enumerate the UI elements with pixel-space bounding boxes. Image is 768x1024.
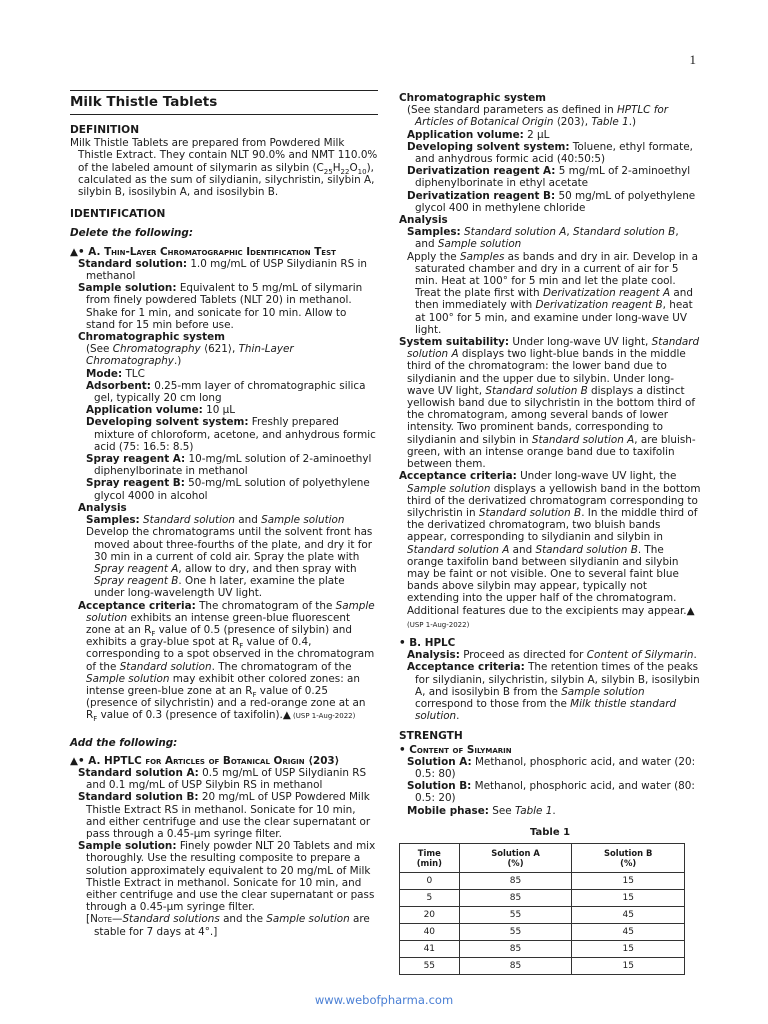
tlc-develop-procedure: Develop the chromatograms until the solvent front has moved about three-fourths of the plate, and dry it for 30 min in a current of cold air. Spray the plate with Spray reagent A, allow to dry, and then spray with Spray reagent B. One h later, examine the plate under long-wavelength UV light. — [86, 526, 373, 600]
top-rule — [70, 90, 378, 91]
header-solution-a: Solution A (%) — [459, 843, 572, 872]
hptlc-application-volume: Application volume: 2 µL — [407, 128, 550, 141]
cell-solution-b: 45 — [572, 906, 685, 923]
table-row — [400, 889, 685, 906]
cell-solution-a: 55 — [459, 906, 572, 923]
hplc-acceptance-criteria: Acceptance criteria: The retention times of the peaks for silydianin, silychristin, silybin A, silybin B, isosilybin A, and isosilybin B from the Sample solution correspond to those from the Milk thistle standard solution. — [407, 661, 700, 723]
cell-solution-b: 15 — [572, 889, 685, 906]
identification-heading: IDENTIFICATION — [70, 208, 166, 221]
hplc-analysis: Analysis: Proceed as directed for Content of Silymarin. — [407, 649, 697, 662]
cell-time: 41 — [400, 940, 460, 957]
table-row — [400, 872, 685, 889]
hptlc-samples: Samples: Standard solution A, Standard solution B, and Sample solution — [407, 226, 679, 251]
right-column — [399, 92, 701, 975]
tlc-spray-reagent-a: Spray reagent A: 10-mg/mL solution of 2-aminoethyl diphenylborinate in methanol — [86, 453, 372, 478]
table-1-title: Table 1 — [529, 826, 571, 838]
cell-solution-a: 85 — [459, 940, 572, 957]
solution-a: Solution A: Methanol, phosphoric acid, and water (20: 0.5: 80) — [407, 755, 696, 780]
hptlc-note: [Note—Standard solutions and the Sample solution are stable for 7 days at 4°.] — [86, 913, 370, 938]
hptlc-see-standard-parameters: (See standard parameters as defined in HPTLC for Articles of Botanical Origin ⟨203⟩, Table 1.) — [407, 104, 669, 129]
hptlc-derivatization-reagent-a: Derivatization reagent A: 5 mg/mL of 2-aminoethyl diphenylborinate in ethyl acetate — [407, 165, 691, 190]
page-number: 1 — [689, 52, 696, 67]
cell-time: 40 — [400, 923, 460, 940]
tlc-samples: Samples: Standard solution and Sample solution — [86, 514, 345, 527]
monograph-title: Milk Thistle Tablets — [70, 94, 218, 110]
hptlc-acceptance-criteria: Acceptance criteria: Under long-wave UV light, the Sample solution displays a yellowish band in the bottom third of the derivatized chromatogram corresponding to silychristin in Standard solution B. In the middle third of the derivatized chromatogram, two bluish bands appear, corresponding to silydianin and silybin in Standard solution A and Standard solution B. The orange taxifolin band between silydianin and silybin may be faint or not visible. One to several faint blue bands above silybin may appear, typically not extending into the upper half of the chromatogram. Additional features due to the excipients may appear.▲ (USP 1-Aug-2022) — [399, 470, 701, 629]
cell-solution-b: 15 — [572, 957, 685, 974]
add-note: Add the following: — [70, 736, 178, 749]
hptlc-sample-solution: Sample solution: Finely powder NLT 20 Tablets and mix thoroughly. Use the resulting composite to prepare a solution approximately equivalent to 20 mg/mL of Milk Thistle Extract in methanol. Sonicate for 10 min, and either centrifuge and use the clear supernatant or pass through a 0.45-µm syringe filter. — [78, 840, 376, 914]
hptlc-title: ▲• A. HPTLC for Articles of Botanical Origin ⟨203⟩ — [70, 754, 340, 767]
cell-time: 55 — [400, 957, 460, 974]
hptlc-chrom-system-label: Chromatographic system — [399, 92, 546, 104]
tlc-spray-reagent-b: Spray reagent B: 50-mg/mL solution of polyethylene glycol 4000 in alcohol — [86, 477, 370, 502]
footer-watermark-link[interactable]: www.webofpharma.com — [314, 993, 454, 1007]
table-1 — [399, 843, 685, 975]
tlc-chrom-system-label: Chromatographic system — [78, 331, 225, 344]
header-solution-b: Solution B (%) — [572, 843, 685, 872]
hptlc-standard-solution-b: Standard solution B: 20 mg/mL of USP Powdered Milk Thistle Extract RS in methanol. Sonicate for 10 min, and either centrifuge and use the clear supernatant or pass through a 0.45-µm syringe filter. — [78, 791, 371, 840]
tlc-test — [70, 246, 378, 723]
cell-time: 20 — [400, 906, 460, 923]
table-row — [400, 957, 685, 974]
tlc-adsorbent: Adsorbent: 0.25-mm layer of chromatographic silica gel, typically 20 cm long — [86, 379, 366, 405]
title-rule — [70, 114, 378, 115]
tlc-acceptance-criteria: Acceptance criteria: The chromatogram of the Sample solution exhibits an intense green-blue fluorescent zone at an $R_F$ value of 0.5 (presence of silybin) and exhibits a gray-blue spot at $R_F$ value of 0.4, corresponding to a spot observed in the chromatogram of the Standard solution. The chromatogram of the Sample solution may exhibit other colored zones: an intense green-blue zone at an $R_F$ value of 0.25 (presence of silychristin) and a red-orange zone at an $R_F$ value of 0.3 (presence of taxifolin).▲ (USP 1-Aug-2022) — [78, 599, 375, 724]
cell-solution-a: 85 — [459, 872, 572, 889]
cell-solution-a: 85 — [459, 957, 572, 974]
table-row — [400, 906, 685, 923]
cell-solution-b: 45 — [572, 923, 685, 940]
hptlc-apply-procedure: Apply the Samples as bands and dry in air. Develop in a saturated chamber and dry in a current of air for 5 min. Heat at 100° for 5 min and let the plate cool. Treat the plate first with Derivatization reagent A and then immediately with Derivatization reagent B, heat at 100° for 5 min, and examine under long-wave UV light. — [407, 250, 698, 336]
tlc-standard-solution: Standard solution: 1.0 mg/mL of USP Silydianin RS in methanol — [78, 257, 367, 283]
mobile-phase: Mobile phase: See Table 1. — [407, 804, 556, 817]
hplc-title: • B. HPLC — [399, 636, 456, 649]
cell-solution-a: 55 — [459, 923, 572, 940]
cell-solution-b: 15 — [572, 872, 685, 889]
tlc-see-chromatography: (See Chromatography ⟨621⟩, Thin-Layer Chromatography.) — [86, 343, 294, 368]
hptlc-system-suitability: System suitability: Under long-wave UV light, Standard solution A displays two light-blue bands in the middle third of the chromatogram: the lower band due to silydianin and the upper due to silybin. Under long-wave UV light, Standard solution B displays a distinct yellowish band due to silychristin in the bottom third of the chromatogram, among several bands of lower intensity. Two prominent bands, corresponding to silydianin and silybin in Standard solution A, are bluish-green, with an intense orange band due to taxifolin between them. — [399, 336, 700, 471]
cell-time: 0 — [400, 872, 460, 889]
cell-solution-a: 85 — [459, 889, 572, 906]
tlc-mode: Mode: TLC — [86, 367, 145, 380]
table-row — [400, 940, 685, 957]
header-time: Time (min) — [400, 843, 460, 872]
tlc-title: ▲• A. Thin-Layer Chromatographic Identification Test — [70, 245, 336, 258]
content-of-silymarin-title: • Content of Silymarin — [399, 743, 512, 756]
solution-b: Solution B: Methanol, phosphoric acid, and water (80: 0.5: 20) — [407, 780, 695, 805]
definition-text: Milk Thistle Tablets are prepared from Powdered Milk Thistle Extract. They contain NLT 90.0% and NMT 110.0% of the labeled amount of silymarin as silybin $(C_{25}H_{22}O_{10})$, calculated as the sum of silydianin, silychristin, silybin A, silybin B, isosilybin A, and isosilybin B. — [70, 137, 378, 199]
strength-heading: STRENGTH — [399, 730, 463, 743]
hptlc-standard-solution-a: Standard solution A: 0.5 mg/mL of USP Silydianin RS and 0.1 mg/mL of USP Silybin RS in methanol — [78, 766, 367, 792]
left-column — [70, 90, 378, 938]
tlc-developing-solvent: Developing solvent system: Freshly prepared mixture of chloroform, acetone, and anhydrous formic acid (75: 16.5: 8.5) — [86, 416, 376, 453]
hptlc-analysis-label: Analysis — [399, 214, 448, 227]
cell-time: 5 — [400, 889, 460, 906]
tlc-sample-solution: Sample solution: Equivalent to 5 mg/mL of silymarin from finely powdered Tablets (NLT 20) in methanol. Shake for 1 min, and sonicate for 10 min. Allow to stand for 15 min before use. — [78, 282, 363, 331]
table-row — [400, 923, 685, 940]
tlc-analysis-label: Analysis — [78, 501, 127, 514]
cell-solution-b: 15 — [572, 940, 685, 957]
table-header-row — [400, 843, 685, 872]
hptlc-developing-solvent: Developing solvent system: Toluene, ethyl formate, and anhydrous formic acid (40:50:5) — [407, 140, 693, 166]
tlc-application-volume: Application volume: 10 µL — [86, 404, 236, 417]
definition-heading: DEFINITION — [70, 124, 140, 136]
hptlc-derivatization-reagent-b: Derivatization reagent B: 50 mg/mL of polyethylene glycol 400 in methylene chloride — [407, 189, 696, 214]
hptlc-test-part1 — [70, 755, 378, 938]
delete-note: Delete the following: — [70, 227, 194, 240]
